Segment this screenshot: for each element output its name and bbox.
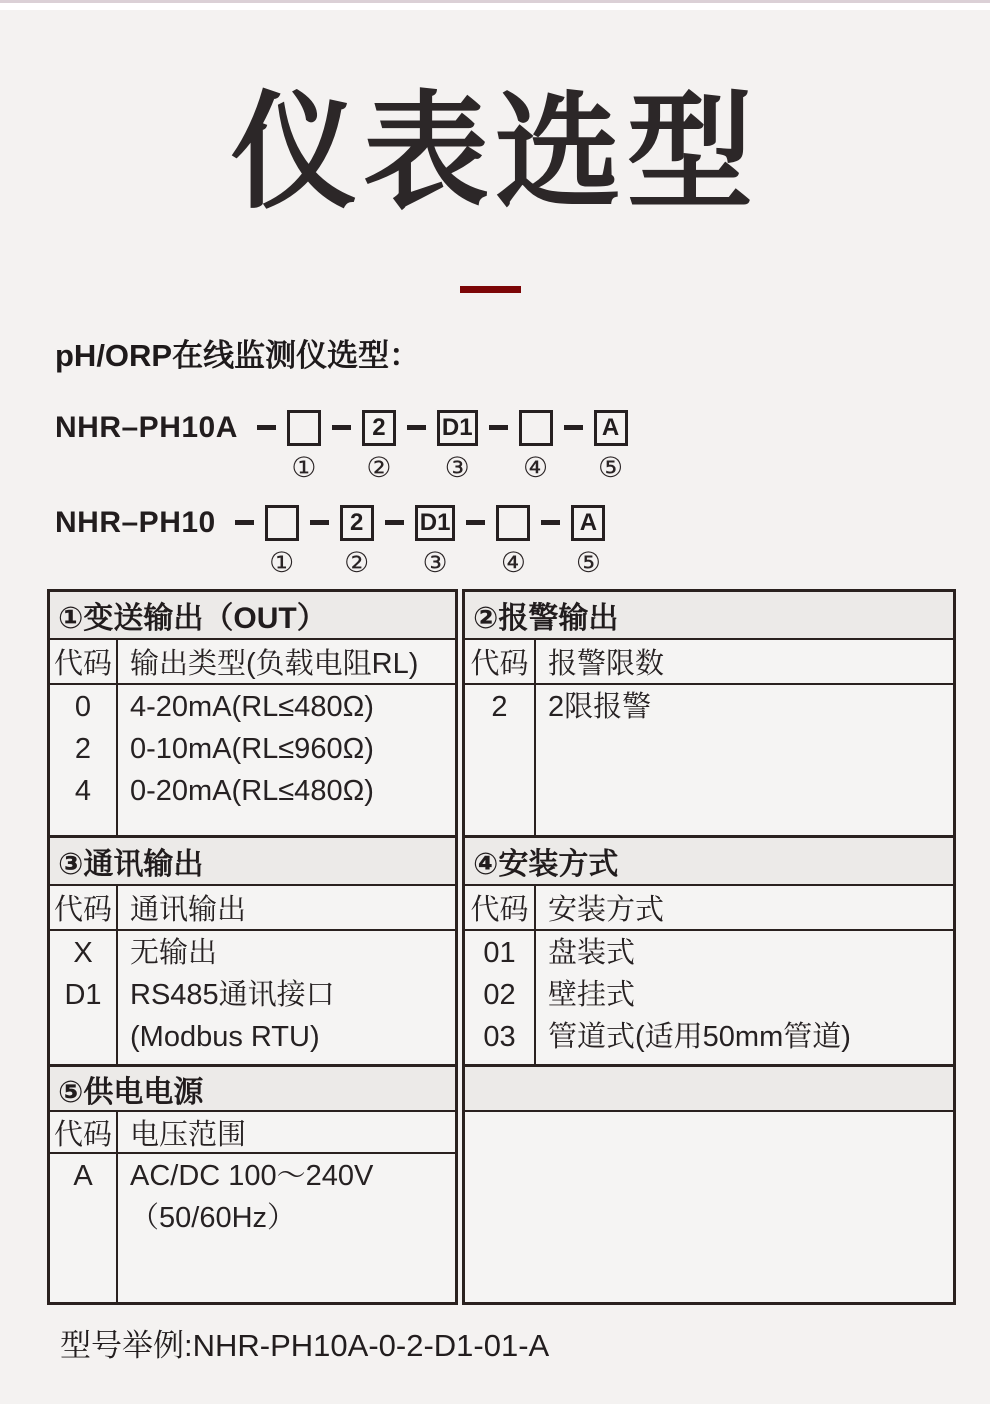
dash-connector xyxy=(235,520,254,525)
dash-connector xyxy=(541,520,560,525)
code-header-cell: 代码 xyxy=(465,886,536,929)
model-slot-box: A xyxy=(571,505,605,541)
code-cells xyxy=(465,931,536,1064)
code-header-cell: 代码 xyxy=(465,640,536,683)
section-data xyxy=(50,931,455,1067)
code-cells xyxy=(465,685,536,835)
section-data xyxy=(465,685,953,838)
slot-marker: ④ xyxy=(523,452,549,483)
title-divider xyxy=(460,286,521,293)
model-slot xyxy=(496,505,530,578)
value-cell: AC/DC 100～240V xyxy=(130,1160,374,1192)
code-cell: 2 xyxy=(491,691,508,723)
value-cell: (Modbus RTU) xyxy=(130,1021,320,1053)
code-cell: 4 xyxy=(74,775,92,807)
section-header-mounting: ④安装方式 xyxy=(465,838,953,886)
code-cells xyxy=(50,1154,118,1302)
code-cell: 01 xyxy=(483,937,516,969)
slot-marker: ③ xyxy=(444,452,470,483)
value-header-cell: 报警限数 xyxy=(548,648,665,680)
section-subheader xyxy=(465,886,953,931)
model-name: NHR–PH10A xyxy=(55,411,238,444)
model-slot xyxy=(437,410,478,483)
slot-marker: ③ xyxy=(422,547,448,578)
section-header-power-supply: ⑤供电电源 xyxy=(50,1067,455,1112)
code-cell: 0 xyxy=(74,691,92,723)
model-slot-box xyxy=(265,505,299,541)
model-slot xyxy=(571,505,605,578)
code-cell: 03 xyxy=(483,1021,516,1053)
value-cell: 0-20mA(RL≤480Ω) xyxy=(130,775,374,807)
value-cells xyxy=(118,1154,455,1302)
model-slot-box xyxy=(496,505,530,541)
value-cell: 管道式(适用50mm管道) xyxy=(548,1021,851,1053)
model-slot xyxy=(340,505,374,578)
dash-connector xyxy=(489,425,508,430)
dash-connector xyxy=(385,520,404,525)
section-header-transmit-output: ①变送输出（OUT） xyxy=(50,592,455,640)
model-slot xyxy=(594,410,628,483)
value-cell: 无输出 xyxy=(130,937,218,969)
code-cells xyxy=(50,931,118,1064)
code-header-cell: 代码 xyxy=(50,640,118,683)
section-subheader xyxy=(50,886,455,931)
value-cell: 盘装式 xyxy=(548,937,636,969)
model-slot xyxy=(415,505,456,578)
slot-marker: ④ xyxy=(500,547,526,578)
empty-section-header xyxy=(465,1067,953,1112)
slot-marker: ⑤ xyxy=(575,547,601,578)
section-data xyxy=(465,931,953,1067)
model-slot-box: 2 xyxy=(362,410,396,446)
slot-marker: ⑤ xyxy=(598,452,624,483)
dash-connector xyxy=(466,520,485,525)
slot-marker: ② xyxy=(366,452,392,483)
code-cell: 2 xyxy=(74,733,92,765)
model-slot xyxy=(362,410,396,483)
value-cells xyxy=(118,931,455,1064)
section-subheader xyxy=(50,1112,455,1154)
dash-connector xyxy=(310,520,329,525)
slot-marker: ① xyxy=(291,452,317,483)
value-cell: 4-20mA(RL≤480Ω) xyxy=(130,691,374,723)
code-cell: X xyxy=(73,937,93,969)
section-data xyxy=(50,685,455,838)
model-example-text: 型号举例:NHR-PH10A-0-2-D1-01-A xyxy=(60,1328,550,1363)
section-subheader xyxy=(465,640,953,685)
slot-marker: ② xyxy=(344,547,370,578)
slot-marker: ① xyxy=(269,547,295,578)
model-slot-box: 2 xyxy=(340,505,374,541)
code-cell: D1 xyxy=(64,979,102,1011)
value-header-cell: 电压范围 xyxy=(130,1118,247,1151)
value-cell: （50/60Hz） xyxy=(130,1202,297,1234)
model-slot-box: D1 xyxy=(437,410,478,446)
value-cells xyxy=(536,685,953,835)
selection-table-right xyxy=(462,589,956,1305)
value-cell: 0-10mA(RL≤960Ω) xyxy=(130,733,374,765)
section-header-alarm-output: ②报警输出 xyxy=(465,592,953,640)
model-code-diagram-ph10a xyxy=(55,404,628,483)
code-cell: A xyxy=(73,1160,93,1192)
top-white-strip xyxy=(0,3,990,10)
section-header-comm-output: ③通讯输出 xyxy=(50,838,455,886)
section-subheader xyxy=(50,640,455,685)
value-cell: 壁挂式 xyxy=(548,979,636,1011)
dash-connector xyxy=(564,425,583,430)
value-cells xyxy=(118,685,455,835)
dash-connector xyxy=(407,425,426,430)
model-slot-box: D1 xyxy=(415,505,456,541)
model-slot-box xyxy=(287,410,321,446)
value-header-cell: 输出类型(负载电阻RL) xyxy=(130,648,419,680)
code-cell: 02 xyxy=(483,979,516,1011)
code-header-cell: 代码 xyxy=(50,1112,118,1152)
section-subtitle: pH/ORP在线监测仪选型： xyxy=(55,338,421,373)
model-slot-box xyxy=(519,410,553,446)
model-slot-box: A xyxy=(594,410,628,446)
code-cells xyxy=(50,685,118,835)
dash-connector xyxy=(257,425,276,430)
value-header-cell: 通讯输出 xyxy=(130,894,247,926)
selection-table-left xyxy=(47,589,458,1305)
value-cell: 2限报警 xyxy=(548,691,652,723)
model-slot xyxy=(287,410,321,483)
empty-cell xyxy=(465,1112,953,1302)
dash-connector xyxy=(332,425,351,430)
value-cell: RS485通讯接口 xyxy=(130,979,335,1011)
page-title: 仪表选型 xyxy=(231,82,759,223)
model-slot xyxy=(519,410,553,483)
value-header-cell: 安装方式 xyxy=(548,894,665,926)
model-code-diagram-ph10 xyxy=(55,499,605,578)
model-name: NHR–PH10 xyxy=(55,506,216,539)
code-header-cell: 代码 xyxy=(50,886,118,929)
section-data xyxy=(50,1154,455,1302)
model-slot xyxy=(265,505,299,578)
value-cells xyxy=(536,931,953,1064)
